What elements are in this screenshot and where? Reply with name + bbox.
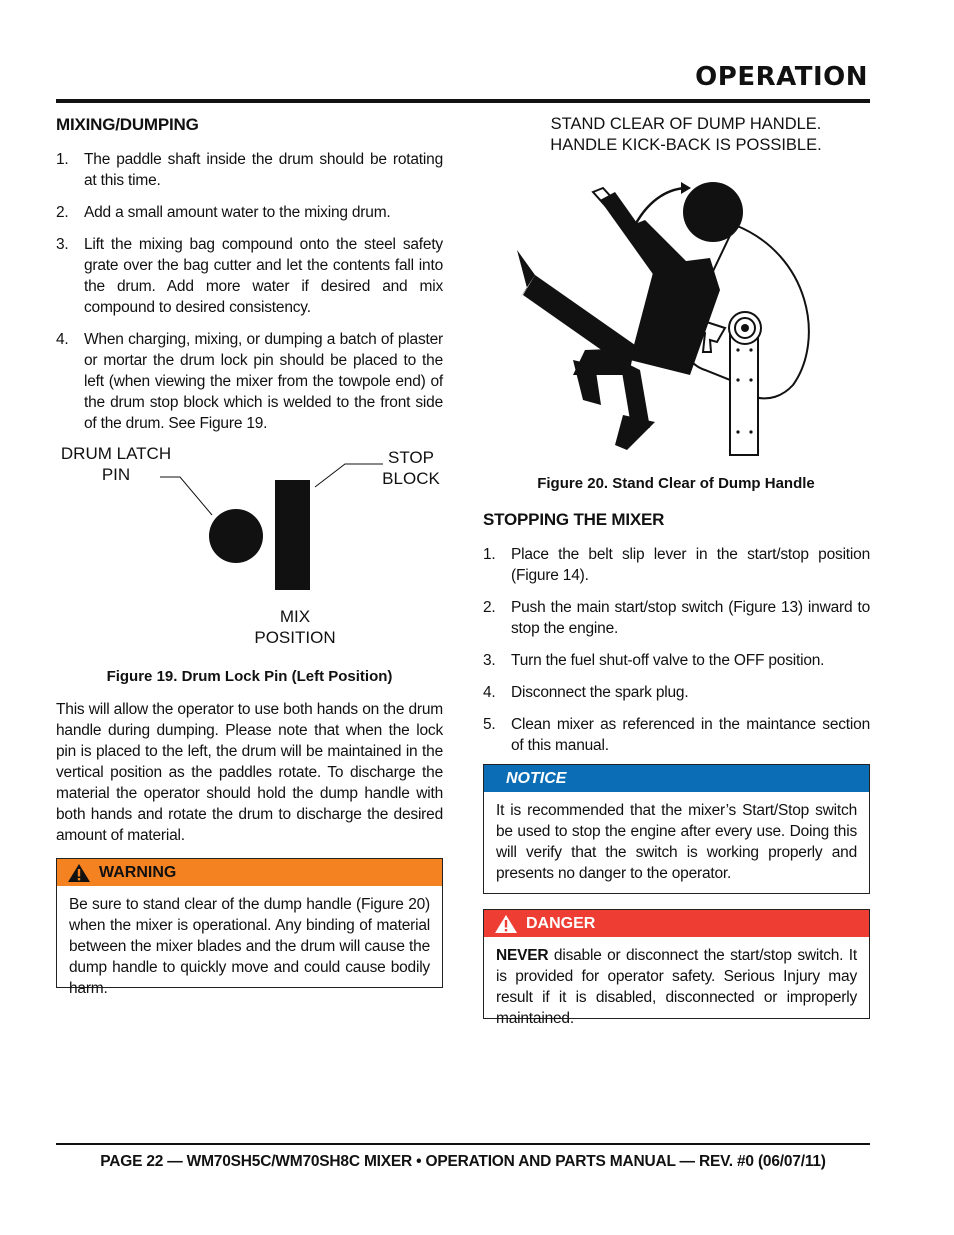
kickback-arrow-icon [635,188,688,225]
block-leader-line [315,464,383,487]
warning-title: WARNING [99,863,177,881]
danger-header [484,910,869,937]
warning-text: Be sure to stand clear of the dump handle (Figure 20) when the mixer is operational. Any binding of material between the mixer blades and the drum will cause the dump handle to quickly move and could cause bodily harm. [69,896,430,997]
warning-triangle-icon [67,863,91,883]
figure19-pin-label: DRUM LATCH PIN [60,444,172,484]
danger-triangle-icon [494,914,518,934]
list-item: 1. The paddle shaft inside the drum should be rotating at this time. [56,151,443,189]
right-column [483,509,870,767]
footer-text: PAGE 22 — WM70SH5C/WM70SH8C MIXER • OPERATION AND PARTS MANUAL — REV. #0 (06/07/11) [100,1153,826,1170]
list-item: 2. Add a small amount water to the mixing drum. [56,204,391,221]
danger-text: NEVER disable or disconnect the start/stop switch. It is provided for operator safety. Serious Injury may result if it is disabled, disconnected or improperly maintained. [496,947,857,1027]
notice-text: It is recommended that the mixer’s Start/Stop switch be used to stop the engine after every use. Doing this will verify that the switch is working properly and presents no danger to the operator. [496,802,857,882]
page-title: OPERATION [695,62,868,92]
pin-leader-line [160,477,212,515]
arrow-head-icon [681,182,691,194]
figure19-mix-label: MIX POSITION [254,607,336,647]
left-column [56,114,443,445]
stop-block-shape [275,480,310,590]
danger-lead: NEVER [496,947,549,964]
person-boot [615,415,655,450]
header-rule [56,99,870,103]
list-item: 5. Clean mixer as referenced in the maintance section of this manual. [483,716,870,754]
notice-box [483,764,870,894]
mixing-steps-list [56,149,443,434]
stand-post [730,335,758,455]
warning-header [57,859,442,886]
figure19-diagram [150,440,390,610]
danger-box [483,909,870,1027]
notice-header [484,765,869,792]
list-item: 3. Lift the mixing bag compound onto the steel safety grate over the bag cutter and let the contents fall into the drum. Add more water if desired and mix compound to desired consistency. [56,236,443,316]
list-item: 4. When charging, mixing, or dumping a batch of plaster or mortar the drum lock pin should be placed to the left (when viewing the mixer from the towpole end) of the drum stop block which is welded to the front side of the drum. See Figure 19. [56,331,443,432]
figure19-block-label: STOP BLOCK [382,448,440,488]
list-item: 1. Place the belt slip lever in the start/stop position (Figure 14). [483,546,870,584]
warning-box [56,858,443,997]
notice-title: NOTICE [506,769,567,787]
danger-title: DANGER [526,914,596,932]
figure19-caption: Figure 19. Drum Lock Pin (Left Position) [106,668,393,685]
list-item: 4. Disconnect the spark plug. [483,684,689,701]
figure20-label: STAND CLEAR OF DUMP HANDLE. HANDLE KICK-BACK IS POSSIBLE. [550,115,822,154]
person-head [683,182,743,242]
section-title-stopping: STOPPING THE MIXER [483,510,665,529]
list-item: 3. Turn the fuel shut-off valve to the OFF position. [483,652,825,669]
list-item: 2. Push the main start/stop switch (Figure 13) inward to stop the engine. [483,599,870,637]
drum-latch-pin-shape [209,509,263,563]
figure20-caption: Figure 20. Stand Clear of Dump Handle [537,475,815,492]
footer-rule [56,1143,870,1145]
section-title-mixing: MIXING/DUMPING [56,115,199,134]
figure20-illustration [505,170,825,460]
body-paragraph: This will allow the operator to use both hands on the drum handle during dumping. Please note that when the lock pin is placed to the left, the drum will be maintained in the vertical position as the paddles rotate. To discharge the material the operator should hold the dump handle with both hands and rotate the drum to discharge the desired amount of material. [56,701,443,844]
stopping-steps-list [483,544,870,756]
